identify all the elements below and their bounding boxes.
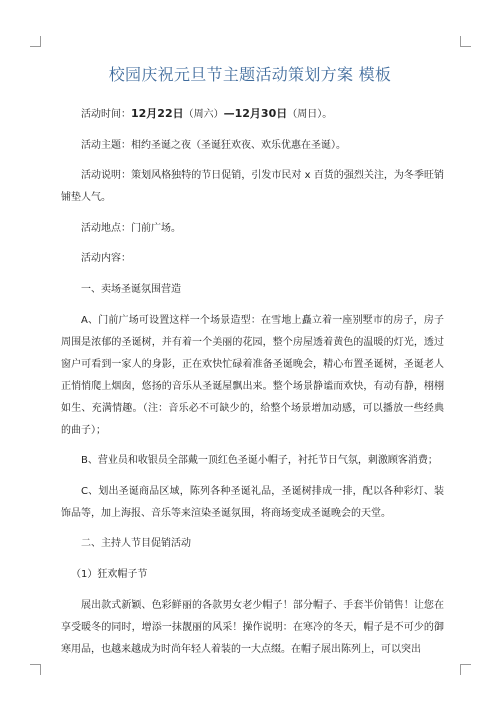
- event-content-label: 活动内容：: [81, 253, 131, 265]
- event-start-day: （周六）: [183, 109, 224, 120]
- event-location: 活动地点：门前广场。: [81, 222, 181, 234]
- event-time: [61, 103, 444, 126]
- event-theme: 活动主题：相约圣诞之夜（圣诞狂欢夜、欢乐优惠在圣诞）。: [81, 139, 346, 151]
- event-start-date: 12月22日: [131, 107, 184, 120]
- crop-mark-bottom-right: [460, 664, 471, 675]
- paragraph-hats: 展出款式新颖、色彩鲜丽的各款男女老少帽子！部分帽子、手套半价销售！让您在享受暖冬的同时，增添一抹靓丽的风采！操作说明：在寒冷的冬天，帽子是不可少的御寒用品，也越来越成为时尚年轻人着装的一大点缀。在帽子展出陈列上，可以突出: [61, 599, 444, 655]
- crop-mark-bottom-left: [30, 664, 41, 675]
- subsection-heading-1: （1）狂欢帽子节: [71, 568, 148, 580]
- section-heading-2: 二、主持人节目促销活动: [81, 538, 191, 550]
- paragraph-a: A、门前广场可设置这样一个场景造型：在雪地上矗立着一座别墅市的房子，房子周围是浓郁的圣诞树，并有着一个美丽的花园，整个房屋透着黄色的温暖的灯光，透过窗户可看到一家人的身影，正在欢快忙碌着准备圣诞晚会，精心布置圣诞树，圣诞老人正悄悄爬上烟囱，悠扬的音乐从圣诞屋飘出来。整个场景静谧而欢快，有动有静，栩栩如生、充满情趣。（注：音乐必不可缺少的，给整个场景增加动感，可以播放一些经典的曲子）；: [61, 314, 444, 436]
- event-time-label: 活动时间：: [81, 109, 131, 120]
- document-body: [61, 103, 444, 661]
- crop-mark-top-left: [30, 36, 41, 47]
- section-heading-1: 一、卖场圣诞氛围营造: [81, 283, 181, 295]
- crop-mark-top-right: [460, 36, 471, 47]
- event-description: 活动说明：策划风格独特的节日促销，引发市民对 x 百货的强烈关注，为冬季旺销铺垫人气。: [61, 170, 444, 204]
- event-end-day: （周日）。: [287, 109, 333, 120]
- event-date-dash: —: [223, 107, 235, 120]
- paragraph-c: C、划出圣诞商品区域，陈列各种圣诞礼品，圣诞树排成一排，配以各种彩灯、装饰品等，加上海报、音乐等来渲染圣诞氛围，将商场变成圣诞晚会的天堂。: [61, 485, 444, 519]
- paragraph-b: B、营业员和收银员全部戴一顶红色圣诞小帽子，衬托节日气氛，刺激顾客消费；: [81, 455, 438, 467]
- document-title: 校园庆祝元旦节主题活动策划方案 模板: [108, 65, 392, 84]
- event-end-date: 12月30日: [234, 107, 288, 120]
